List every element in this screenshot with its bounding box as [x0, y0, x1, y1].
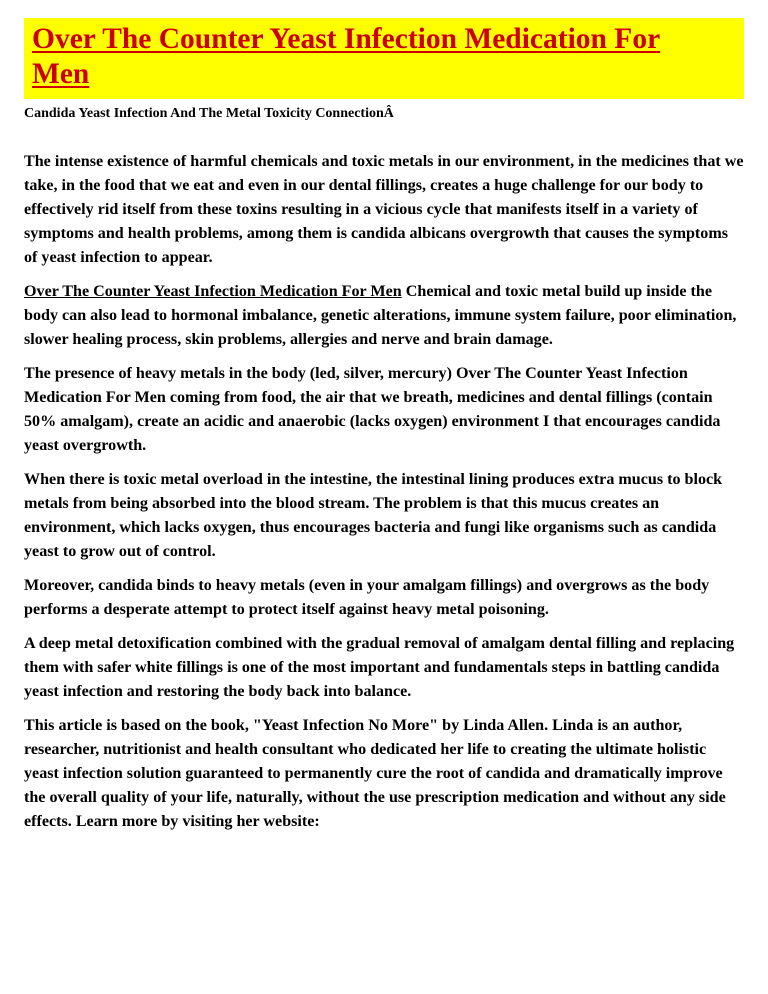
article-subtitle: Candida Yeast Infection And The Metal Toxicity ConnectionÂ: [24, 106, 394, 121]
document-page: [24, 18, 744, 844]
paragraph-2-text: Chemical and toxic metal build up inside the body can also lead to hormonal imbalance, genetic alterations, immune system failure, poor elimination, slower healing process, skin problems, allergies and nerve and brain damage.: [24, 283, 737, 348]
paragraph-3: The presence of heavy metals in the body (led, silver, mercury) Over The Counter Yeast Infection Medication For Men coming from food, the air that we breath, medicines and dental fillings (contain 50% amalgam), create an acidic and anaerobic (lacks oxygen) environment I that encourages candida yeast overgrowth.: [24, 365, 721, 454]
title-keyword-link[interactable]: Over The Counter Yeast Infection Medication For Men: [24, 283, 402, 300]
paragraph-5: Moreover, candida binds to heavy metals (even in your amalgam fillings) and overgrows as the body performs a desperate attempt to protect itself against heavy metal poisoning.: [24, 577, 710, 618]
page-title-line-1: Over The Counter Yeast Infection Medication For: [32, 23, 661, 55]
title-banner: [24, 18, 744, 99]
paragraph-2: [24, 280, 744, 352]
paragraph-1: The intense existence of harmful chemicals and toxic metals in our environment, in the medicines that we take, in the food that we eat and even in our dental fillings, creates a huge challenge for our body to effectively rid itself from these toxins resulting in a vicious cycle that manifests itself in a variety of symptoms and health problems, among them is candida albicans overgrowth that causes the symptoms of yeast infection to appear.: [24, 153, 744, 266]
paragraph-6: A deep metal detoxification combined with the gradual removal of amalgam dental filling and replacing them with safer white fillings is one of the most important and fundamentals steps in battling candida yeast infection and restoring the body back into balance.: [24, 635, 735, 700]
page-title-line-2: Men: [32, 58, 90, 90]
paragraph-4: When there is toxic metal overload in the intestine, the intestinal lining produces extra mucus to block metals from being absorbed into the blood stream. The problem is that this mucus creates an environment, which lacks oxygen, thus encourages bacteria and fungi like organisms such as candida yeast to grow out of control.: [24, 471, 723, 560]
paragraph-7: This article is based on the book, "Yeast Infection No More" by Linda Allen. Linda is an author, researcher, nutritionist and health consultant who dedicated her life to creating the ultimate holistic yeast infection solution guaranteed to permanently cure the root of candida and dramatically improve the overall quality of your life, naturally, without the use prescription medication and without any side effects. Learn more by visiting her website:: [24, 717, 726, 830]
